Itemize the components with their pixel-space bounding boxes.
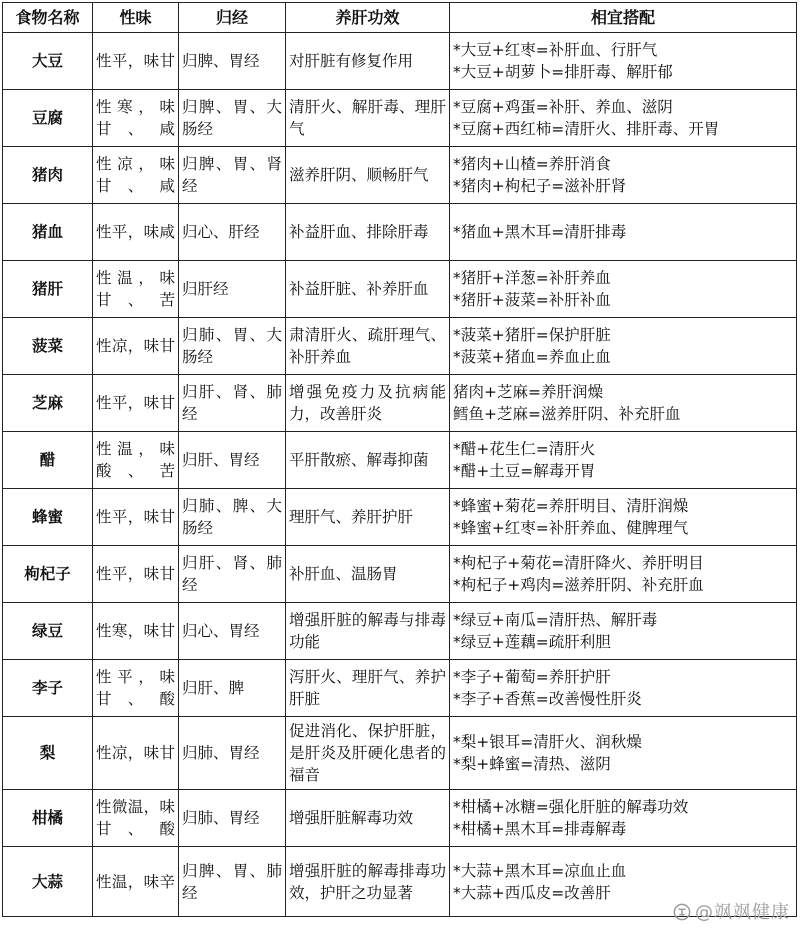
- nature-cell: 性平，味咸: [93, 204, 179, 261]
- pairing-line: *猪肉+山楂=养肝消食: [453, 155, 611, 173]
- table-row: [3, 375, 797, 432]
- meridian-cell: 归心、胃经: [179, 603, 286, 660]
- nature-cell: 性平，味甘: [93, 489, 179, 546]
- food-name-cell: 大豆: [3, 33, 93, 90]
- nature-cell: 性平，味甘: [93, 546, 179, 603]
- pairing-cell: [450, 546, 797, 603]
- nature-cell: 性寒，味甘、咸: [93, 90, 179, 147]
- table-row: [3, 660, 797, 717]
- watermark: [673, 898, 790, 924]
- effect-cell: 增强免疫力及抗病能力，改善肝炎: [286, 375, 450, 432]
- pairing-line: *绿豆+莲藕=疏肝利胆: [453, 633, 611, 651]
- meridian-cell: 归肺、胃经: [179, 717, 286, 790]
- nature-cell: 性温，味酸、苦: [93, 432, 179, 489]
- pairing-cell: [450, 432, 797, 489]
- header-name: 食物名称: [3, 3, 93, 33]
- table-row: [3, 603, 797, 660]
- effect-cell: 清肝火、解肝毒、理肝气: [286, 90, 450, 147]
- meridian-cell: 归肝、胃经: [179, 432, 286, 489]
- effect-cell: 增强肝脏解毒功效: [286, 790, 450, 847]
- header-pairing: 相宜搭配: [450, 3, 797, 33]
- meridian-cell: 归肝、肾、肺经: [179, 546, 286, 603]
- pairing-cell: [450, 603, 797, 660]
- effect-cell: 补益肝脏、补养肝血: [286, 261, 450, 318]
- pairing-line: *猪肝+菠菜=补肝补血: [453, 291, 611, 309]
- effect-cell: 补肝血、温肠胃: [286, 546, 450, 603]
- pairing-cell: [450, 790, 797, 847]
- nature-cell: 性平，味甘: [93, 33, 179, 90]
- pairing-line: *大蒜+黑木耳=凉血止血: [453, 861, 627, 880]
- pairing-line: *大豆+胡萝卜=排肝毒、解肝郁: [453, 63, 673, 81]
- meridian-cell: 归心、肝经: [179, 204, 286, 261]
- pairing-cell: [450, 261, 797, 318]
- pairing-line: *李子+葡萄=养肝护肝: [453, 668, 611, 686]
- header-meridian: 归经: [179, 3, 286, 33]
- nature-cell: 性凉，味甘、咸: [93, 147, 179, 204]
- effect-cell: 增强肝脏的解毒与排毒功能: [286, 603, 450, 660]
- pairing-line: *梨+蜂蜜=清热、滋阴: [453, 755, 611, 773]
- pairing-line: *菠菜+猪肝=保护肝脏: [453, 326, 611, 344]
- food-name-cell: 猪肝: [3, 261, 93, 318]
- pairing-line: *豆腐+西红柿=清肝火、排肝毒、开胃: [453, 120, 720, 138]
- effect-cell: 对肝脏有修复作用: [286, 33, 450, 90]
- food-name-cell: 梨: [3, 717, 93, 790]
- header-nature: 性味: [93, 3, 179, 33]
- effect-cell: 滋养肝阴、顺畅肝气: [286, 147, 450, 204]
- table-row: [3, 546, 797, 603]
- effect-cell: 理肝气、养肝护肝: [286, 489, 450, 546]
- food-name-cell: 菠菜: [3, 318, 93, 375]
- table-row: [3, 261, 797, 318]
- nature-cell: 性寒，味甘: [93, 603, 179, 660]
- food-liver-table: [2, 2, 797, 917]
- meridian-cell: 归肝、肾、肺经: [179, 375, 286, 432]
- nature-cell: 性凉，味甘: [93, 318, 179, 375]
- meridian-cell: 归脾、胃、大肠经: [179, 90, 286, 147]
- food-name-cell: 柑橘: [3, 790, 93, 847]
- effect-cell: 泻肝火、理肝气、养护肝脏: [286, 660, 450, 717]
- pairing-line: *李子+香蕉=改善慢性肝炎: [453, 690, 642, 708]
- pairing-line: *柑橘+黑木耳=排毒解毒: [453, 820, 627, 838]
- effect-cell: 增强肝脏的解毒排毒功效，护肝之功显著: [286, 847, 450, 917]
- pairing-line: *大蒜+西瓜皮=改善肝: [453, 883, 611, 902]
- meridian-cell: 归肝、脾: [179, 660, 286, 717]
- header-effect: 养肝功效: [286, 3, 450, 33]
- meridian-cell: 归脾、胃、肺经: [179, 847, 286, 917]
- food-name-cell: 绿豆: [3, 603, 93, 660]
- pairing-line: *绿豆+南瓜=清肝热、解肝毒: [453, 611, 658, 629]
- food-name-cell: 大蒜: [3, 847, 93, 917]
- nature-cell: 性微温，味甘、酸: [93, 790, 179, 847]
- pairing-line: *枸杞子+鸡肉=滋养肝阴、补充肝血: [453, 576, 704, 594]
- meridian-cell: 归肺、胃、大肠经: [179, 318, 286, 375]
- table-row: [3, 717, 797, 790]
- food-name-cell: 猪肉: [3, 147, 93, 204]
- meridian-cell: 归肺、胃经: [179, 790, 286, 847]
- watermark-text: @飒飒健康: [695, 902, 790, 923]
- effect-cell: 肃清肝火、疏肝理气、补肝养血: [286, 318, 450, 375]
- table-row: [3, 432, 797, 489]
- pairing-line: *枸杞子+菊花=清肝降火、养肝明目: [453, 554, 704, 572]
- pairing-cell: [450, 375, 797, 432]
- food-name-cell: 猪血: [3, 204, 93, 261]
- nature-cell: 性平，味甘: [93, 375, 179, 432]
- nature-cell: 性平，味甘、酸: [93, 660, 179, 717]
- meridian-cell: 归脾、胃经: [179, 33, 286, 90]
- pairing-line: *醋+土豆=解毒开胃: [453, 462, 596, 480]
- pairing-line: *醋+花生仁=清肝火: [453, 440, 596, 458]
- nature-cell: 性温，味辛: [93, 847, 179, 917]
- table-row: [3, 204, 797, 261]
- pairing-line: *猪肉+枸杞子=滋补肝肾: [453, 177, 627, 195]
- table-row: [3, 147, 797, 204]
- food-name-cell: 芝麻: [3, 375, 93, 432]
- food-name-cell: 醋: [3, 432, 93, 489]
- header-row: [3, 3, 797, 33]
- pairing-line: 猪肉+芝麻=养肝润燥: [453, 383, 603, 401]
- pairing-cell: [450, 147, 797, 204]
- pairing-cell: [450, 318, 797, 375]
- pairing-line: *豆腐+鸡蛋=补肝、养血、滋阴: [453, 98, 673, 116]
- food-name-cell: 豆腐: [3, 90, 93, 147]
- pairing-line: *猪血+黑木耳=清肝排毒: [453, 223, 627, 241]
- pairing-cell: [450, 204, 797, 261]
- pairing-line: *大豆+红枣=补肝血、行肝气: [453, 41, 658, 59]
- effect-cell: 促进消化、保护肝脏，是肝炎及肝硬化患者的福音: [286, 717, 450, 790]
- pairing-line: *梨+银耳=清肝火、润秋燥: [453, 733, 642, 751]
- meridian-cell: 归脾、胃、肾经: [179, 147, 286, 204]
- pairing-line: *菠菜+猪血=养血止血: [453, 348, 611, 366]
- table-row: [3, 489, 797, 546]
- pairing-line: *蜂蜜+菊花=养肝明目、清肝润燥: [453, 497, 689, 515]
- table-row: [3, 318, 797, 375]
- nature-cell: 性温，味甘、苦: [93, 261, 179, 318]
- food-name-cell: 李子: [3, 660, 93, 717]
- pairing-line: *猪肝+洋葱=补肝养血: [453, 269, 611, 287]
- nature-cell: 性凉，味甘: [93, 717, 179, 790]
- pairing-line: *蜂蜜+红枣=补肝养血、健脾理气: [453, 519, 689, 537]
- meridian-cell: 归肝经: [179, 261, 286, 318]
- effect-cell: 平肝散瘀、解毒抑菌: [286, 432, 450, 489]
- pairing-line: 鳕鱼+芝麻=滋养肝阴、补充肝血: [453, 405, 681, 423]
- zhihu-logo-icon: [673, 903, 691, 921]
- pairing-cell: [450, 660, 797, 717]
- table-row: [3, 33, 797, 90]
- pairing-line: *柑橘+冰糖=强化肝脏的解毒功效: [453, 798, 689, 816]
- food-name-cell: 蜂蜜: [3, 489, 93, 546]
- pairing-cell: [450, 717, 797, 790]
- table-row: [3, 790, 797, 847]
- pairing-cell: [450, 90, 797, 147]
- meridian-cell: 归肺、脾、大肠经: [179, 489, 286, 546]
- food-name-cell: 枸杞子: [3, 546, 93, 603]
- table-row: [3, 90, 797, 147]
- effect-cell: 补益肝血、排除肝毒: [286, 204, 450, 261]
- pairing-cell: [450, 33, 797, 90]
- pairing-cell: [450, 489, 797, 546]
